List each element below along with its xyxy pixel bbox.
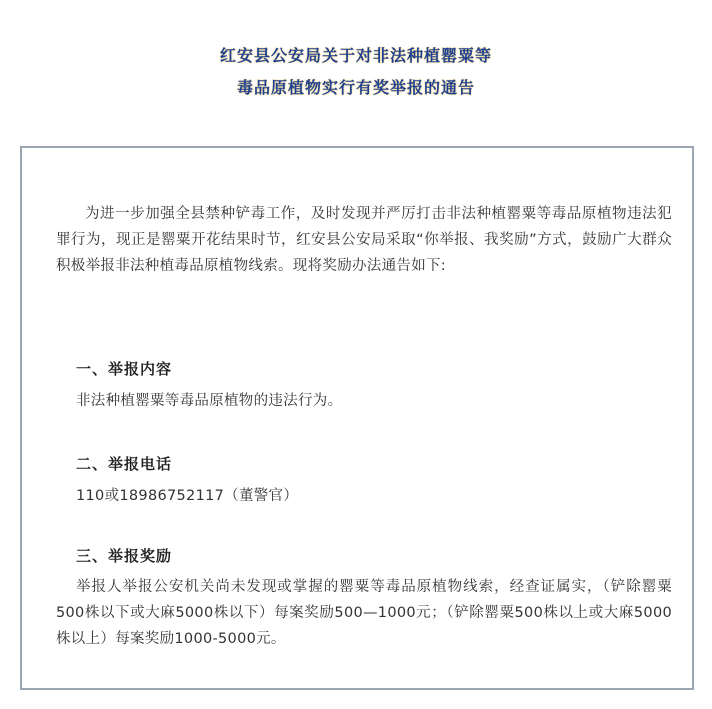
section-text-phone: 110或18986752117（董警官） — [76, 488, 299, 504]
title-line-1: 红安县公安局关于对非法种植罂粟等 — [219, 46, 492, 65]
section-text-reward: 举报人举报公安机关尚未发现或掌握的罂粟等毒品原植物线索，经查证属实，（铲除罂粟500株以下或大麻5000株以下）每案奖励500—1000元；（铲除罂粟500株以上或大麻5000株以上）每案奖励1000-5000元。 — [56, 579, 672, 647]
notice-title — [0, 40, 712, 104]
section-heading-reward: 三、举报奖励 — [76, 547, 173, 565]
intro-paragraph: 为进一步加强全县禁种铲毒工作，及时发现并严厉打击非法种植罂粟等毒品原植物违法犯罪行为，现正是罂粟开花结果时节，红安县公安局采取“你举报、我奖励”方式，鼓励广大群众积极举报非法种植毒品原植物线索。现将奖励办法通告如下: — [56, 206, 672, 274]
title-line-2: 毒品原植物实行有奖举报的通告 — [236, 78, 475, 97]
section-heading-content: 一、举报内容 — [76, 360, 173, 378]
section-text-content: 非法种植罂粟等毒品原植物的违法行为。 — [76, 393, 343, 409]
section-heading-phone: 二、举报电话 — [76, 455, 173, 473]
